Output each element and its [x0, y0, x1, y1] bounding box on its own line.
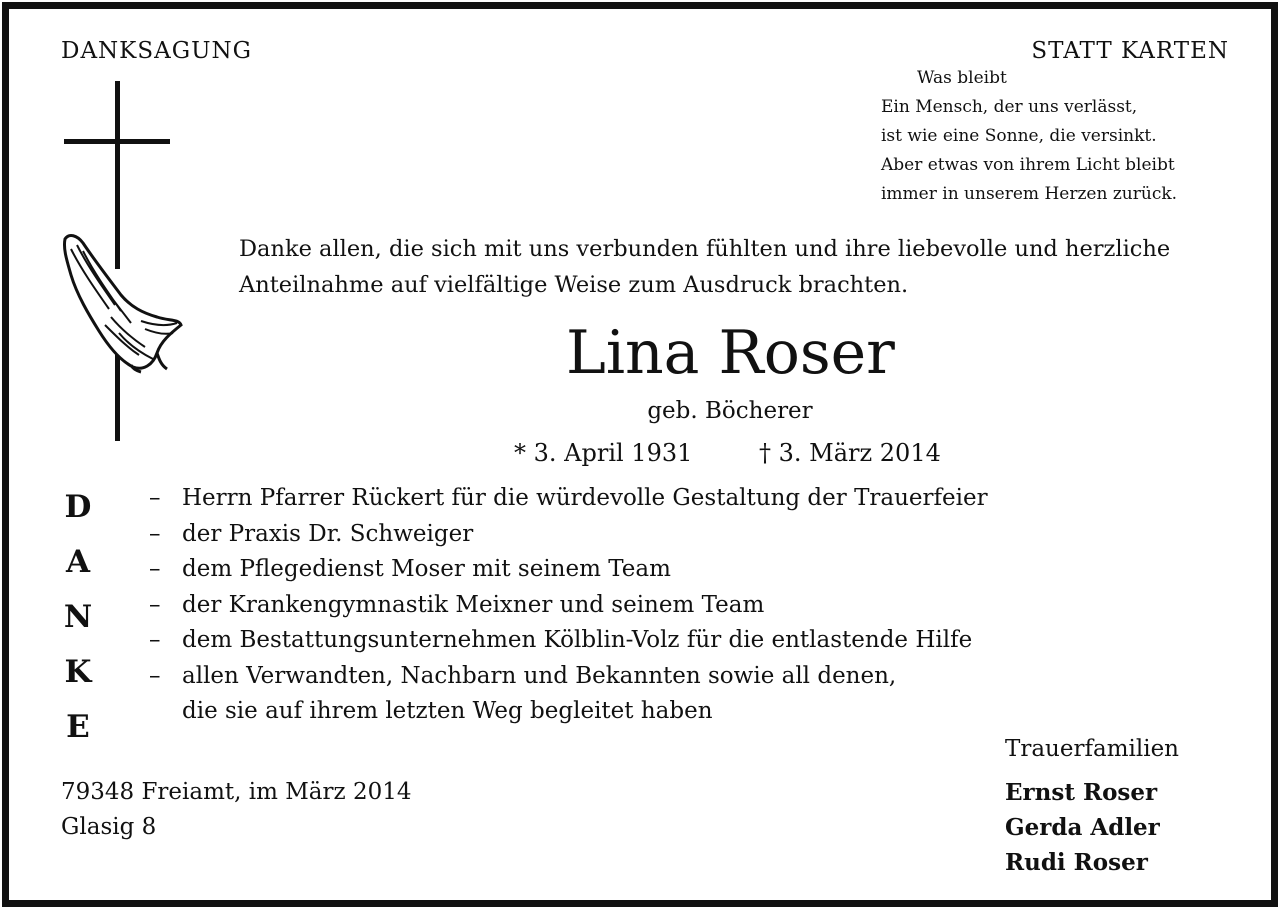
- list-item-text: dem Pflegedienst Moser mit seinem Team: [182, 556, 671, 582]
- poem: [881, 64, 1177, 209]
- dash: [149, 694, 182, 730]
- danke-letter: E: [66, 709, 90, 745]
- list-item-text: der Krankengymnastik Meixner und seinem Team: [182, 591, 765, 618]
- list-item-text: der Praxis Dr. Schweiger: [182, 520, 474, 547]
- obituary-card: [2, 2, 1278, 907]
- maiden-name: geb. Böcherer: [647, 398, 813, 424]
- list-item-text: allen Verwandten, Nachbarn und Bekannten sowie all denen,: [182, 662, 897, 689]
- dash: –: [149, 627, 161, 653]
- danksagung-heading: DANKSAGUNG: [61, 38, 252, 64]
- dash: –: [149, 485, 161, 511]
- deceased-name: Lina Roser: [566, 318, 895, 388]
- danke-letter: D: [64, 489, 92, 525]
- address-line: 79348 Freiamt, im März 2014: [61, 779, 412, 805]
- intro-line: Danke allen, die sich mit uns verbunden fühlten und ihre liebevolle und herzliche: [239, 236, 1171, 262]
- list-item: [149, 517, 988, 553]
- danke-vertical: [61, 480, 95, 755]
- address: [61, 775, 411, 845]
- family-names: [1005, 775, 1160, 880]
- poem-line: Aber etwas von ihrem Licht bleibt: [881, 155, 1175, 175]
- thanks-list: [149, 481, 988, 730]
- intro-text: [239, 231, 1170, 303]
- birth-date: * 3. April 1931: [514, 439, 693, 467]
- dash: –: [149, 662, 161, 689]
- family-label: Trauerfamilien: [1005, 736, 1179, 762]
- praying-hands-icon: [61, 229, 186, 374]
- family-name: Rudi Roser: [1005, 849, 1148, 876]
- statt-karten-heading: STATT KARTEN: [1031, 38, 1229, 64]
- danke-letter: A: [65, 544, 91, 580]
- dash: –: [149, 556, 161, 582]
- poem-line: ist wie eine Sonne, die versinkt.: [881, 126, 1157, 146]
- list-item-text: Herrn Pfarrer Rückert für die würdevolle Gestaltung der Trauerfeier: [182, 485, 988, 511]
- death-date: † 3. März 2014: [759, 439, 941, 467]
- list-item: [149, 659, 988, 695]
- list-item: [149, 694, 988, 730]
- family-name: Gerda Adler: [1005, 814, 1160, 841]
- list-item: [149, 623, 988, 659]
- poem-line: Was bleibt: [917, 68, 1007, 88]
- list-item: [149, 552, 988, 588]
- poem-line: Ein Mensch, der uns verlässt,: [881, 97, 1138, 117]
- danke-letter: N: [63, 599, 93, 635]
- poem-line: immer in unserem Herzen zurück.: [881, 184, 1178, 204]
- list-item-text: dem Bestattungsunternehmen Kölblin-Volz für die entlastende Hilfe: [182, 627, 973, 653]
- dash: –: [149, 520, 161, 547]
- list-item: [149, 588, 988, 624]
- list-item: [149, 481, 988, 517]
- dash: –: [149, 591, 161, 618]
- family-name: Ernst Roser: [1005, 779, 1158, 806]
- address-line: Glasig 8: [61, 814, 157, 840]
- danke-letter: K: [64, 654, 92, 690]
- list-item-text: die sie auf ihrem letzten Weg begleitet haben: [182, 698, 713, 724]
- intro-line: Anteilnahme auf vielfältige Weise zum Ausdruck brachten.: [239, 272, 909, 298]
